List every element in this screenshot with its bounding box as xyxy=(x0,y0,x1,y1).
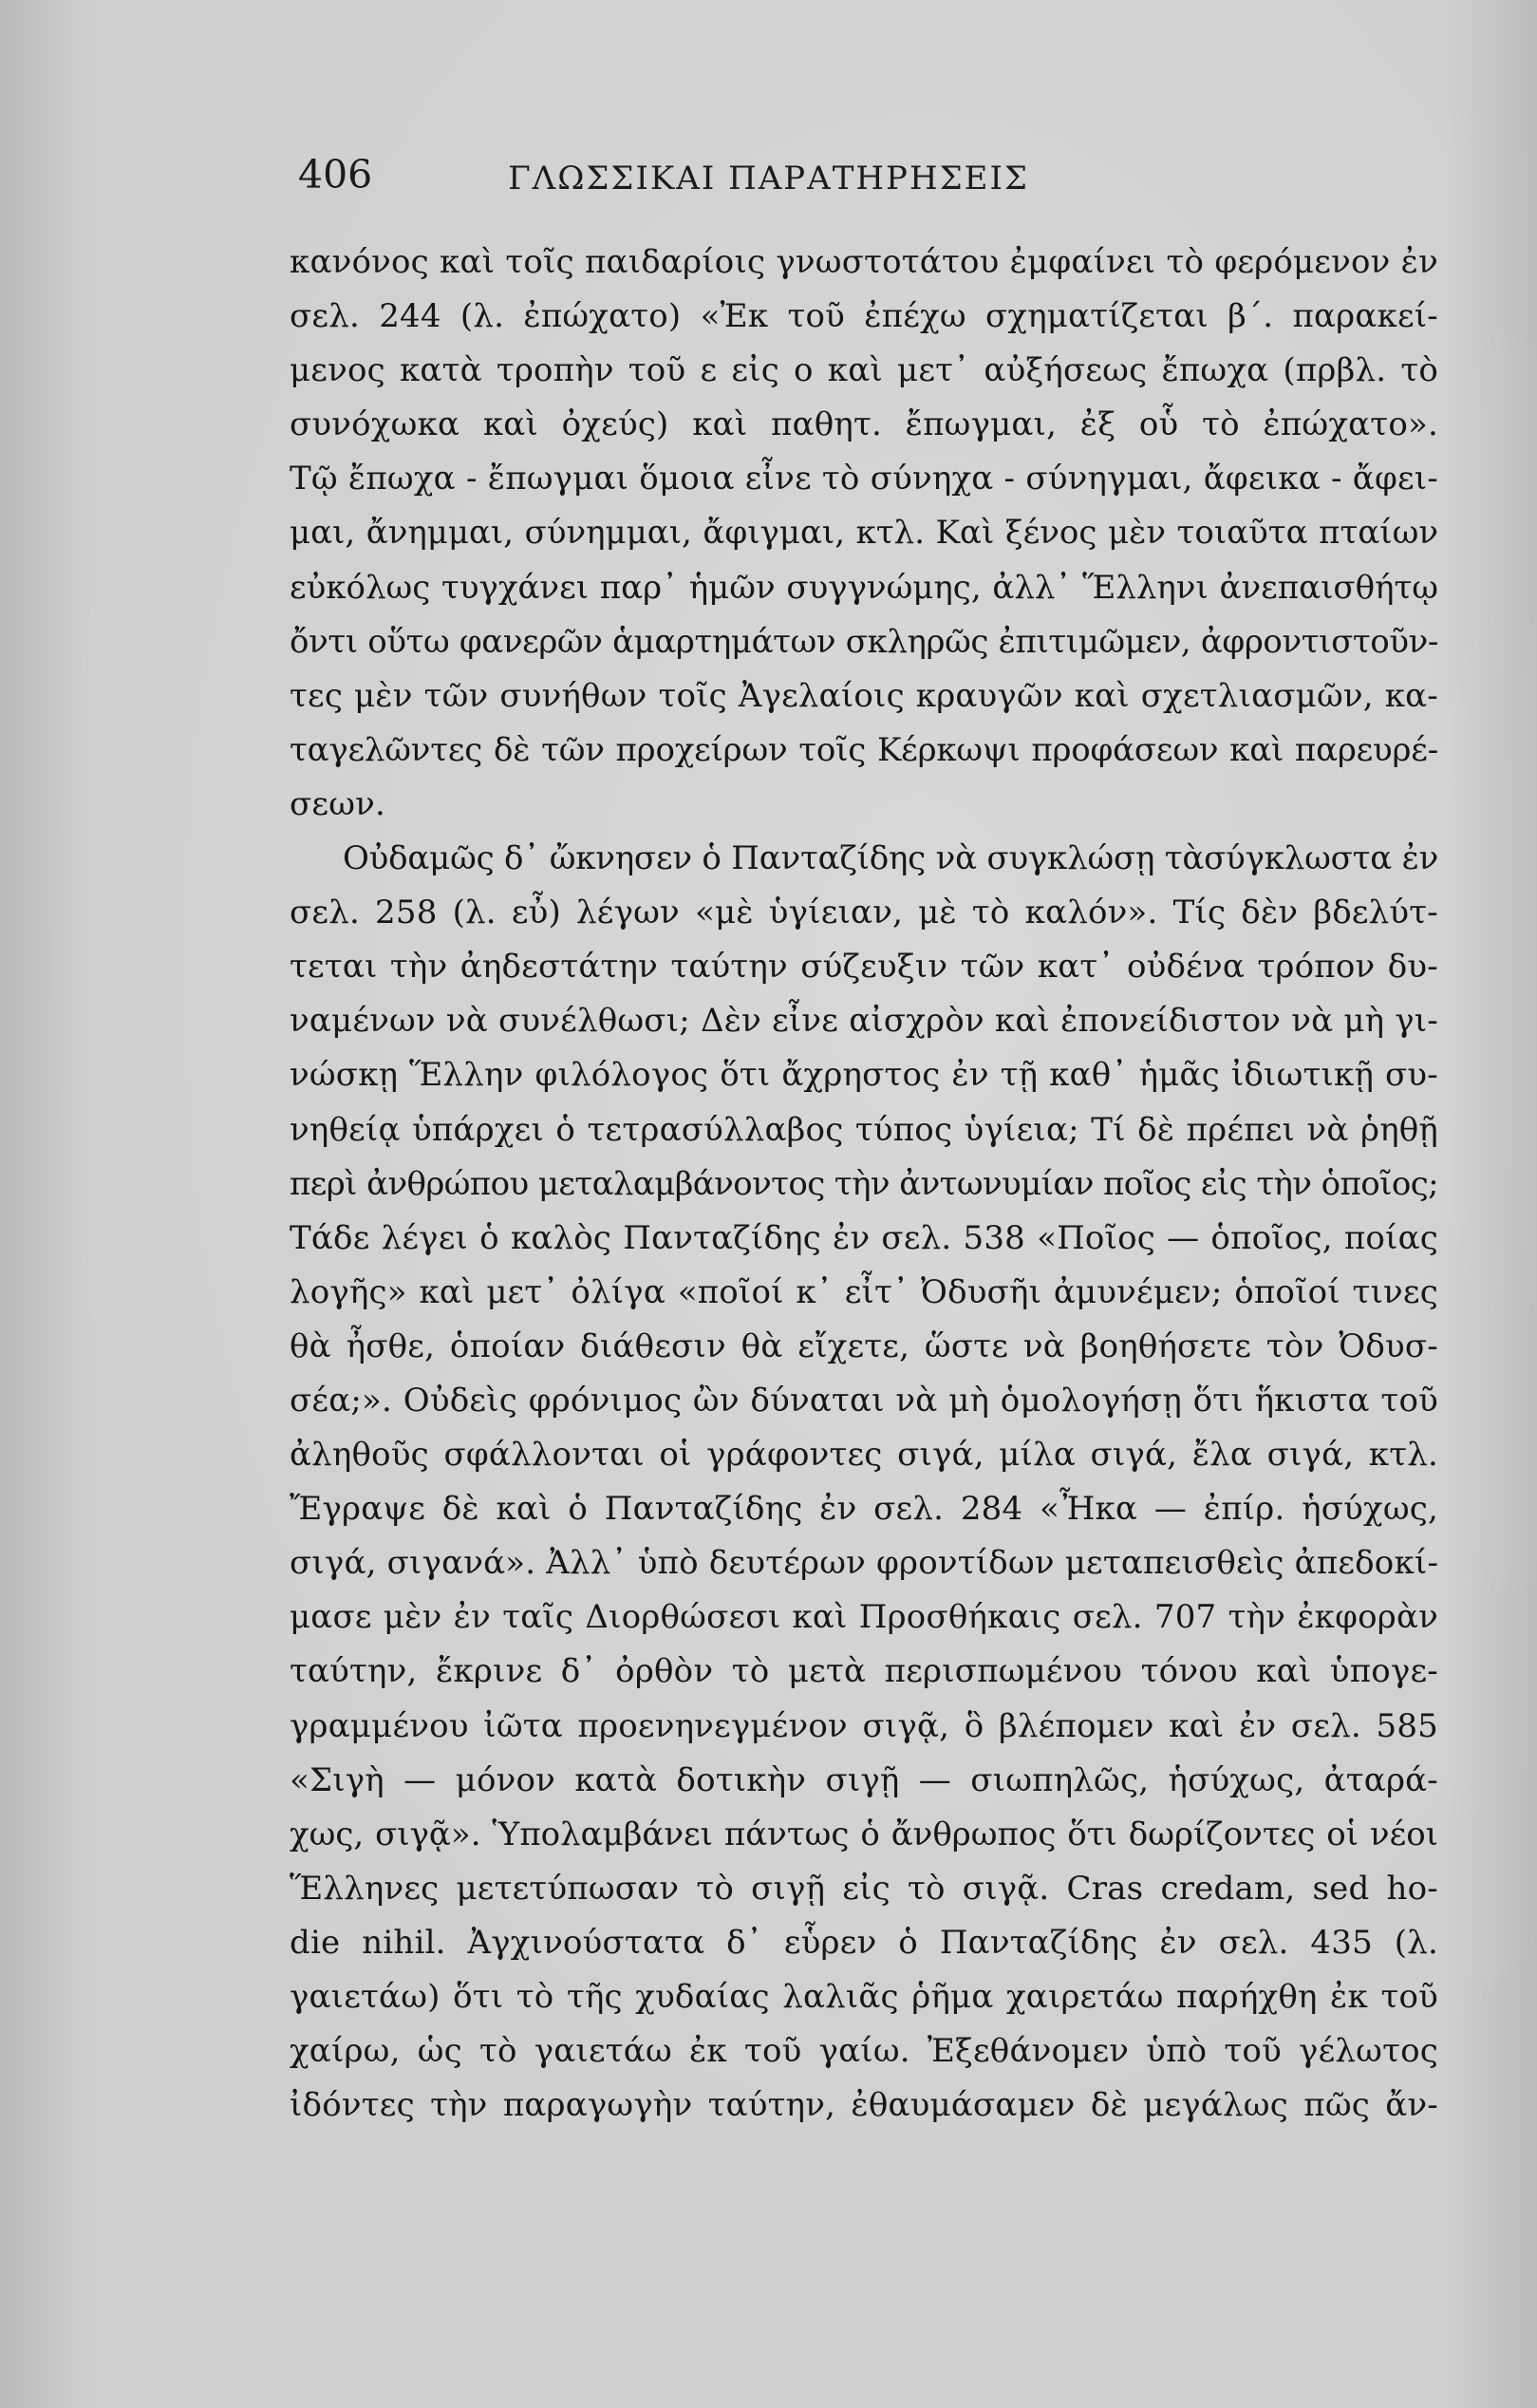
text-line: νηθείᾳ ὑπάρχει ὁ τετρασύλλαβος τύπος ὑγίεια; Τί δὲ πρέπει νὰ ῥηθῇ xyxy=(290,1110,1438,1149)
text-line: συνόχωκα καὶ ὀχεύς) καὶ παθητ. ἔπωγμαι, ἐξ οὗ τὸ ἐπώχατο». xyxy=(290,405,1438,444)
text-line: σεων. xyxy=(290,784,386,823)
page-number: 406 xyxy=(298,152,373,198)
text-line: γαιετάω) ὅτι τὸ τῆς χυδαίας λαλιᾶς ῥῆμα χαιρετάω παρήχθη ἐκ τοῦ xyxy=(290,1978,1438,2016)
text-line: Τῷ ἔπωχα - ἔπωγμαι ὅμοια εἶνε τὸ σύνηχα - σύνηγμαι, ἄφεικα - ἄφει- xyxy=(290,460,1438,499)
text-line: die nihil. Ἀγχινούστατα δ᾽ εὗρεν ὁ Πανταζίδης ἐν σελ. 435 (λ. xyxy=(290,1923,1438,1962)
text-line: Οὐδαμῶς δ᾽ ὤκνησεν ὁ Πανταζίδης νὰ συγκλώσῃ τὰσύγκλωστα ἐν xyxy=(343,839,1439,878)
text-line: θὰ ἦσθε, ὁποίαν διάθεσιν θὰ εἴχετε, ὥστε νὰ βοηθήσετε τὸν Ὀδυσ- xyxy=(290,1326,1438,1365)
text-line: τες μὲν τῶν συνήθων τοῖς Ἀγελαίοις κραυγῶν καὶ σχετλιασμῶν, κα- xyxy=(290,676,1438,715)
text-line: Ἔγραψε δὲ καὶ ὁ Πανταζίδης ἐν σελ. 284 «Ἦκα — ἐπίρ. ἡσύχως, xyxy=(290,1490,1438,1529)
text-line: γραμμένου ἰῶτα προενηνεγμένον σιγᾷ, ὃ βλέπομεν καὶ ἐν σελ. 585 xyxy=(290,1706,1438,1745)
text-line: μασε μὲν ἐν ταῖς Διορθώσεσι καὶ Προσθήκαις σελ. 707 τὴν ἐκφορὰν xyxy=(290,1598,1438,1637)
text-line: ταύτην, ἔκρινε δ᾽ ὀρθὸν τὸ μετὰ περισπωμένου τόνου καὶ ὑπογε- xyxy=(290,1652,1438,1691)
text-line: ἀληθοῦς σφάλλονται οἱ γράφοντες σιγά, μίλα σιγά, ἔλα σιγά, κτλ. xyxy=(290,1436,1438,1475)
text-line: χαίρω, ὡς τὸ γαιετάω ἐκ τοῦ γαίω. Ἐξεθάνομεν ὑπὸ τοῦ γέλωτος xyxy=(290,2032,1438,2071)
text-line: ἰδόντες τὴν παραγωγὴν ταύτην, ἐθαυμάσαμεν δὲ μεγάλως πῶς ἄν- xyxy=(290,2086,1438,2125)
text-line: ταγελῶντες δὲ τῶν προχείρων τοῖς Κέρκωψι προφάσεων καὶ παρευρέ- xyxy=(290,730,1438,769)
text-line: εὐκόλως τυγχάνει παρ᾽ ἡμῶν συγγνώμης, ἀλλ᾽ Ἕλληνι ἀνεπαισθήτῳ xyxy=(290,568,1438,607)
text-line: Ἕλληνες μετετύπωσαν τὸ σιγῇ εἰς τὸ σιγᾷ. Cras credam, sed ho- xyxy=(290,1869,1438,1908)
text-line: κανόνος καὶ τοῖς παιδαρίοις γνωστοτάτου ἐμφαίνει τὸ φερόμενον ἐν xyxy=(290,243,1438,281)
text-line: ναμένων νὰ συνέλθωσι; Δὲν εἶνε αἰσχρὸν καὶ ἐπονείδιστον νὰ μὴ γι- xyxy=(290,1002,1438,1041)
text-line: περὶ ἀνθρώπου μεταλαμβάνοντος τὴν ἀντωνυμίαν ποῖος εἰς τὴν ὁποῖος; xyxy=(290,1164,1438,1203)
running-head: ΓΛΩΣΣΙΚΑΙ ΠΑΡΑΤΗΡΗΣΕΙΣ xyxy=(508,160,1029,198)
text-line: Τάδε λέγει ὁ καλὸς Πανταζίδης ἐν σελ. 538 «Ποῖος — ὁποῖος, ποίας xyxy=(290,1218,1438,1257)
text-line: σελ. 258 (λ. εὖ) λέγων «μὲ ὑγίειαν, μὲ τὸ καλόν». Τίς δὲν βδελύτ- xyxy=(290,894,1438,932)
text-line: «Σιγὴ — μόνον κατὰ δοτικὴν σιγῇ — σιωπηλῶς, ἡσύχως, ἀταρά- xyxy=(290,1760,1438,1799)
body-text xyxy=(290,235,1438,2133)
text-line: λογῆς» καὶ μετ᾽ ὀλίγα «ποῖοί κ᾽ εἶτ᾽ Ὀδυσῆι ἀμυνέμεν; ὁποῖοί τινες xyxy=(290,1272,1438,1311)
text-line: μενος κατὰ τροπὴν τοῦ ε εἰς ο καὶ μετ᾽ αὐξήσεως ἔπωχα (πρβλ. τὸ xyxy=(290,351,1438,390)
text-line: σιγά, σιγανά». Ἀλλ᾽ ὑπὸ δευτέρων φροντίδων μεταπεισθεὶς ἀπεδοκί- xyxy=(290,1544,1439,1583)
page-header xyxy=(0,152,1537,218)
text-line: τεται τὴν ἀηδεστάτην ταύτην σύζευξιν τῶν κατ᾽ οὐδένα τρόπον δυ- xyxy=(290,948,1438,987)
text-line: σελ. 244 (λ. ἐπώχατο) «Ἐκ τοῦ ἐπέχω σχηματίζεται β΄. παρακεί- xyxy=(290,297,1438,336)
text-line: χως, σιγᾷ». Ὑπολαμβάνει πάντως ὁ ἄνθρωπος ὅτι δωρίζοντες οἱ νέοι xyxy=(290,1815,1438,1853)
text-line: σέα;». Οὐδεὶς φρόνιμος ὢν δύναται νὰ μὴ ὁμολογήσῃ ὅτι ἥκιστα τοῦ xyxy=(290,1381,1438,1420)
text-line: μαι, ἄνημμαι, σύνημμαι, ἄφιγμαι, κτλ. Καὶ ξένος μὲν τοιαῦτα πταίων xyxy=(290,514,1438,553)
text-line: ὄντι οὕτω φανερῶν ἁμαρτημάτων σκληρῶς ἐπιτιμῶμεν, ἀφροντιστοῦν- xyxy=(290,622,1438,661)
text-line: νώσκῃ Ἕλλην φιλόλογος ὅτι ἄχρηστος ἐν τῇ καθ᾽ ἡμᾶς ἰδιωτικῇ συ- xyxy=(290,1056,1438,1095)
